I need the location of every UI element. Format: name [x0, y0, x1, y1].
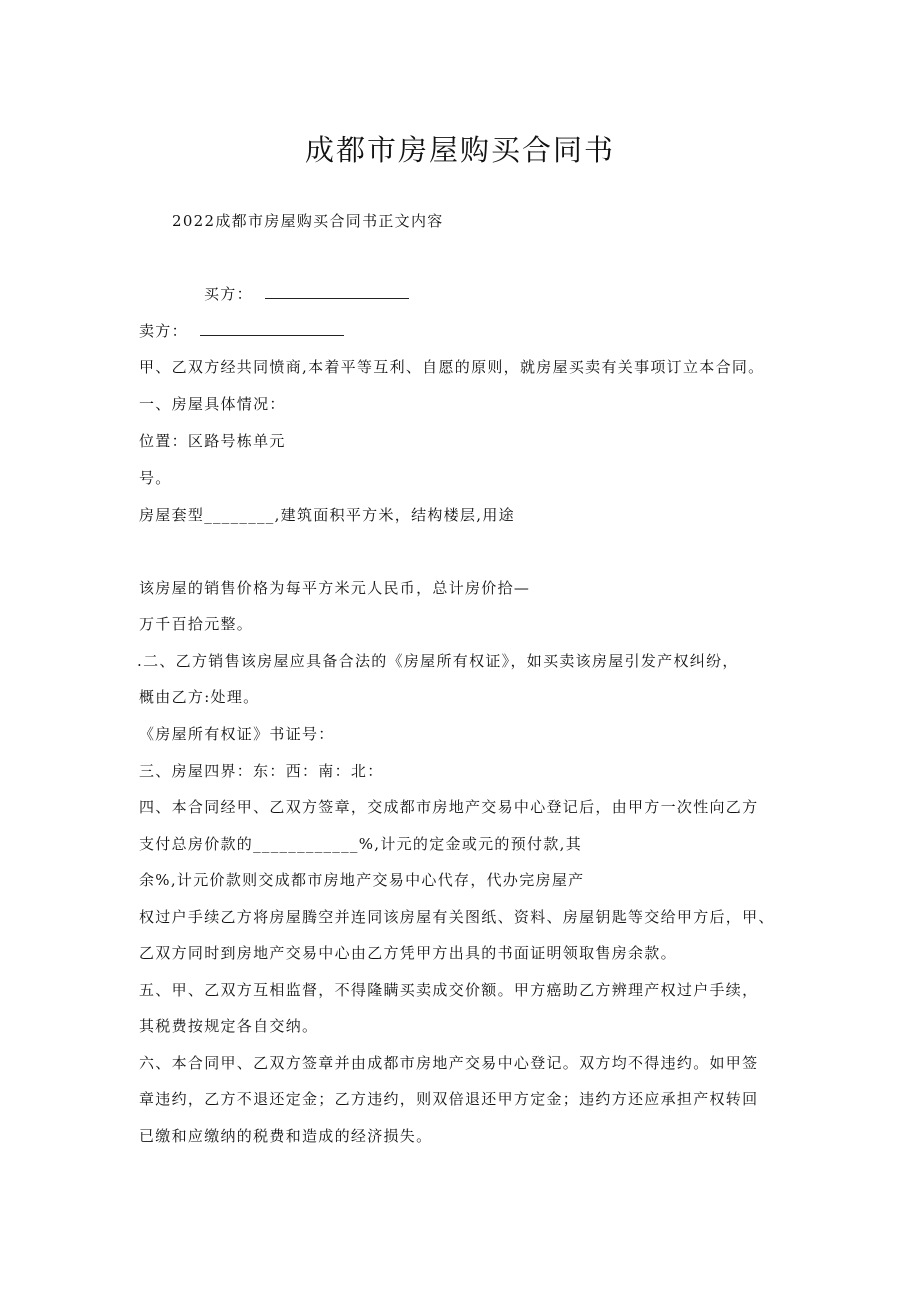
contract-line: 其税费按规定各自交纳。 [139, 1017, 319, 1035]
contract-line: 房屋套型________,建筑面积平方米，结构楼层,用途 [139, 506, 515, 524]
document-title: 成都市房屋购买合同书 [304, 133, 615, 167]
buyer-label: 买方： [204, 285, 253, 303]
contract-line: 甲、乙双方经共同愤商,本着平等互利、自愿的原则，就房屋买卖有关事项订立本合同。 [139, 358, 765, 376]
contract-line: 四、本合同经甲、乙双方签章，交成都市房地产交易中心登记后，由甲方一次性向乙方 [139, 798, 759, 816]
contract-line: 该房屋的销售价格为每平方米元人民币，总计房价拾— [139, 579, 531, 597]
contract-line: 三、房屋四界：东：西：南：北： [139, 762, 384, 780]
seller-label: 卖方： [139, 322, 188, 340]
contract-line: 支付总房价款的____________%,计元的定金或元的预付款,其 [139, 835, 582, 853]
contract-line: 位置：区路号栋单元 [139, 432, 286, 450]
contract-line: 已缴和应缴纳的税费和造成的经济损失。 [139, 1127, 433, 1145]
contract-line: 余%,计元价款则交成都市房地产交易中心代存，代办完房屋产 [139, 871, 585, 889]
document-subtitle: 2022成都市房屋购买合同书正文内容 [172, 212, 444, 230]
buyer-field [204, 284, 409, 304]
contract-line: 号。 [139, 469, 172, 487]
contract-line: .二、乙方销售该房屋应具备合法的《房屋所有权证》，如买卖该房屋引发产权纠纷， [137, 652, 739, 670]
seller-blank-line [200, 321, 344, 336]
contract-line: 五、甲、乙双方互相监督，不得隆瞒买卖成交价额。甲方癌助乙方辨理产权过户手续， [139, 981, 759, 999]
contract-line: 概由乙方:处理。 [139, 688, 260, 706]
contract-line: 《房屋所有权证》书证号： [139, 725, 335, 743]
contract-line: 六、本合同甲、乙双方签章并由成都市房地产交易中心登记。双方均不得违约。如甲签 [139, 1054, 759, 1072]
contract-line: 乙双方同时到房地产交易中心由乙方凭甲方出具的书面证明领取售房余款。 [139, 944, 677, 962]
contract-line: 一、房屋具体情况： [139, 395, 286, 413]
contract-line: 章违约，乙方不退还定金；乙方违约，则双倍退还甲方定金；违约方还应承担产权转回 [139, 1090, 759, 1108]
buyer-blank-line [265, 284, 409, 299]
contract-line: 权过户手续乙方将房屋腾空并连同该房屋有关图纸、资料、房屋钥匙等交给甲方后，甲、 [139, 908, 775, 926]
seller-field [139, 321, 344, 341]
contract-line: 万千百拾元整。 [139, 615, 254, 633]
